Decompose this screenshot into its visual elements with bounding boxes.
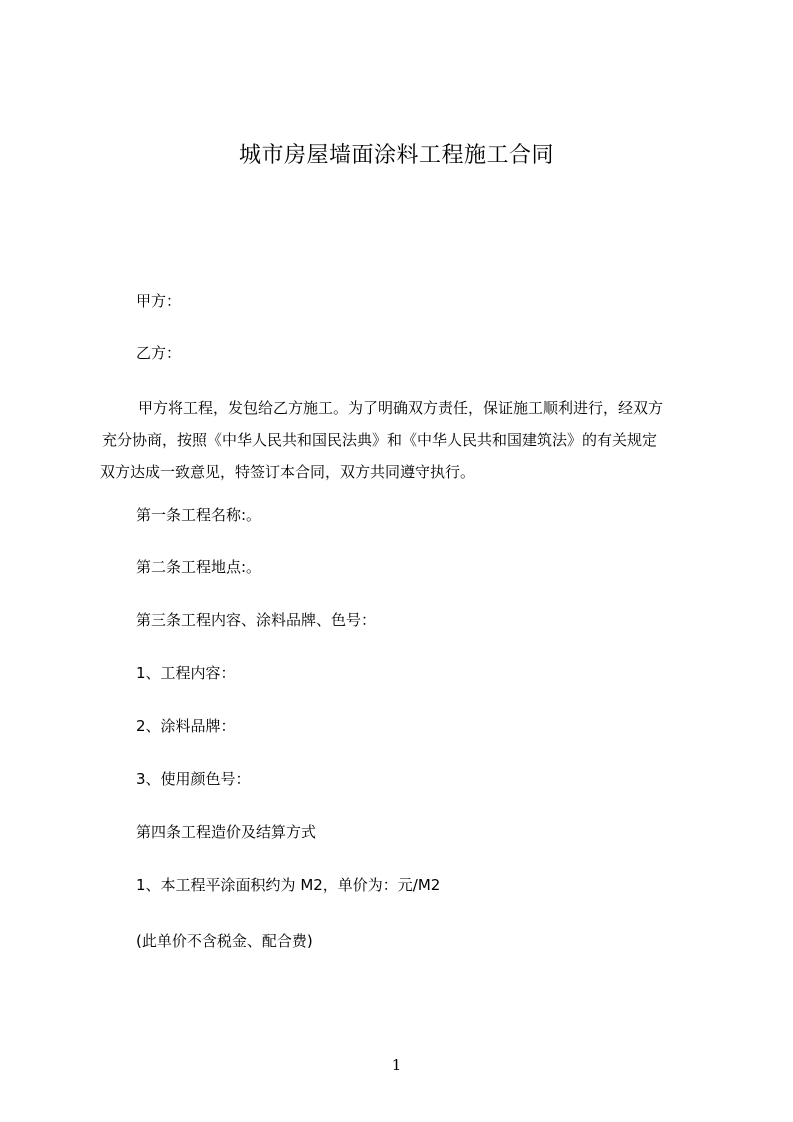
price-item-1-area-unit-price: 1、本工程平涂面积约为 M2，单价为：元/M2 <box>136 876 441 894</box>
article-3-content-brand-color: 第三条工程内容、涂料品牌、色号： <box>136 611 377 629</box>
document-title: 城市房屋墙面涂料工程施工合同 <box>238 143 554 168</box>
article-2-project-location: 第二条工程地点:。 <box>136 558 262 576</box>
page-number: 1 <box>391 1056 402 1074</box>
party-a-label: 甲方： <box>136 292 182 310</box>
intro-line: 双方达成一致意见，特签订本合同，双方共同遵守执行。 <box>100 463 476 481</box>
price-note: (此单价不含税金、配合费) <box>136 932 313 950</box>
intro-paragraph <box>100 392 706 488</box>
item-3-color-number: 3、使用颜色号： <box>136 770 251 788</box>
intro-line: 甲方将工程，发包给乙方施工。为了明确双方责任，保证施工顺利进行，经双方 <box>138 399 664 417</box>
intro-line: 充分协商，按照《中华人民共和国民法典》和《中华人民共和国建筑法》的有关规定 <box>102 431 658 449</box>
article-4-price-settlement: 第四条工程造价及结算方式 <box>136 823 317 841</box>
party-b-label: 乙方： <box>136 344 182 362</box>
item-2-paint-brand: 2、涂料品牌： <box>136 717 236 735</box>
item-1-project-content: 1、工程内容： <box>136 664 236 682</box>
article-1-project-name: 第一条工程名称:。 <box>136 506 262 524</box>
